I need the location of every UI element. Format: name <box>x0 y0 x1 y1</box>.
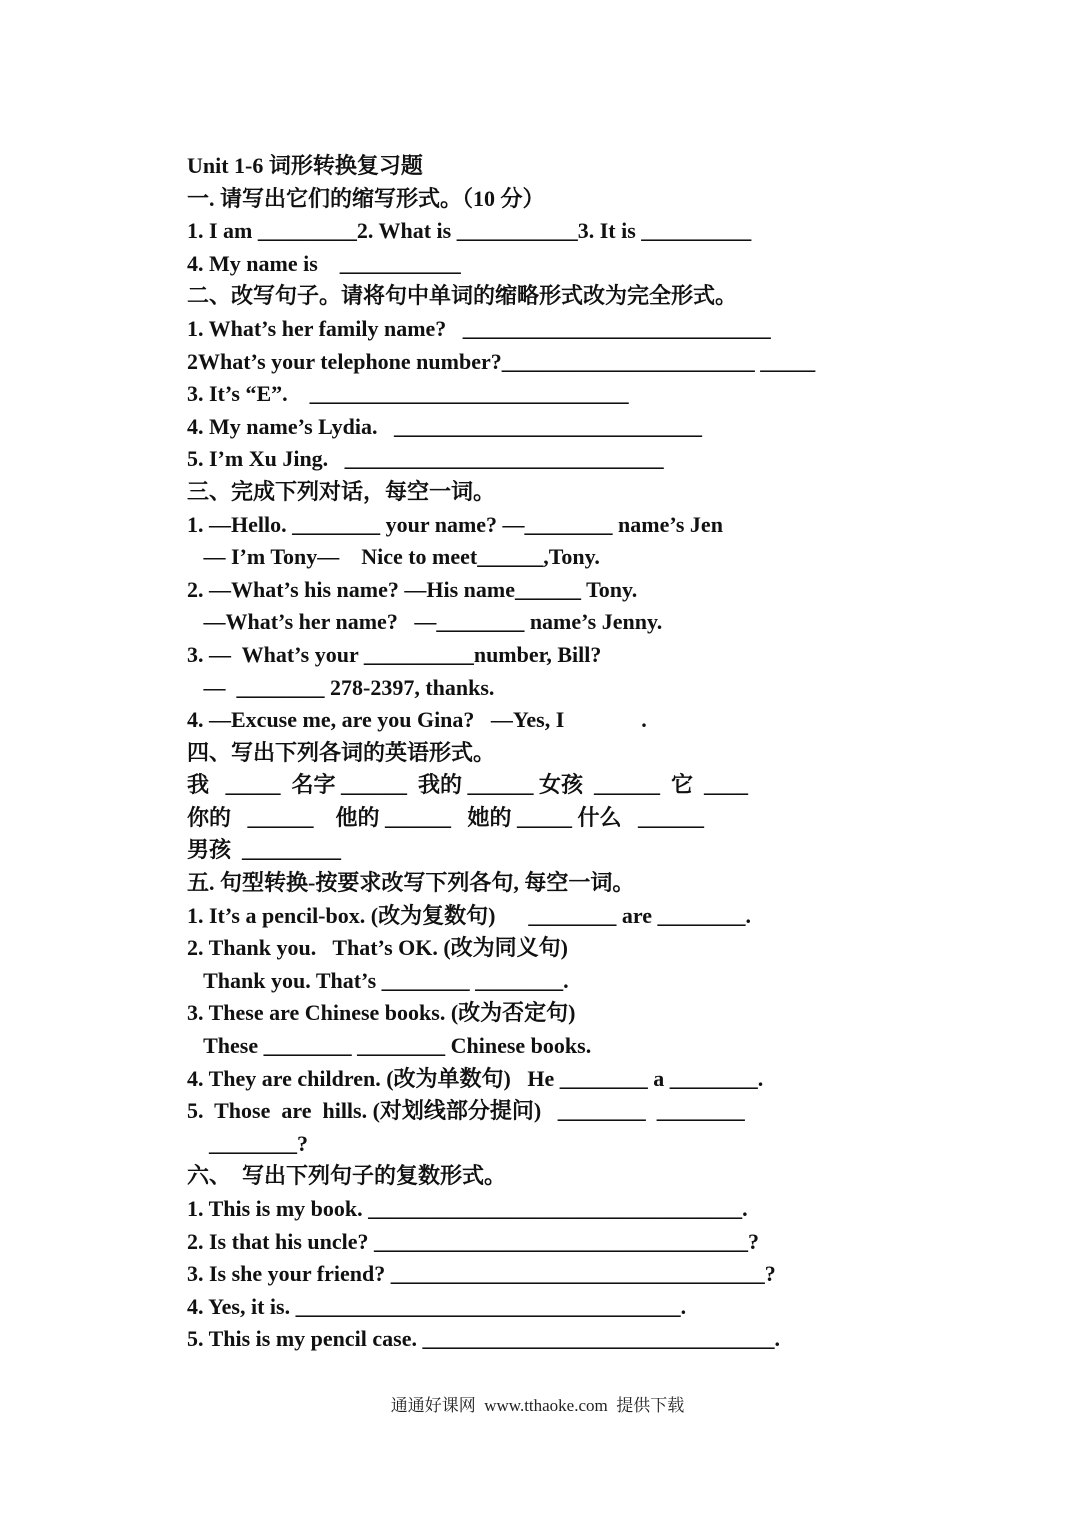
worksheet-line: 4. They are children. (改为单数句) He ________ a ________. <box>187 1065 764 1091</box>
worksheet-line: 3. — What’s your __________number, Bill? <box>187 641 602 667</box>
worksheet-line: 1. I am _________2. What is ___________3. It is __________ <box>187 218 752 244</box>
worksheet-line: 1. This is my book. __________________________________. <box>187 1196 748 1221</box>
worksheet-line: 六、 写出下列句子的复数形式。 <box>187 1163 507 1189</box>
worksheet-line: 1. What’s her family name? ____________________________ <box>187 315 771 341</box>
worksheet-line: ________? <box>187 1130 308 1156</box>
worksheet-line: 5. I’m Xu Jing. _____________________________ <box>187 446 664 472</box>
worksheet-line: 你的 ______ 他的 ______ 她的 _____ 什么 ______ <box>187 804 705 830</box>
worksheet-line: 3. Is she your friend? __________________________________? <box>187 1261 776 1287</box>
worksheet-title: Unit 1-6 词形转换复习题 <box>187 153 423 178</box>
worksheet-line: These ________ ________ Chinese books. <box>187 1033 592 1059</box>
worksheet-line: 5. Those are hills. (对划线部分提问) ________ ________ <box>187 1098 745 1124</box>
worksheet-line: 3. These are Chinese books. (改为否定句) <box>187 1000 576 1026</box>
worksheet-line: 4. My name is ___________ <box>187 250 461 276</box>
worksheet-line: 五. 句型转换-按要求改写下列各句, 每空一词。 <box>187 870 635 896</box>
worksheet-line: 4. My name’s Lydia. ____________________________ <box>187 413 702 439</box>
worksheet-line: 2What’s your telephone number?_______________________ _____ <box>187 348 816 374</box>
worksheet-line: 三、完成下列对话，每空一词。 <box>187 478 496 504</box>
worksheet-line: 男孩 _________ <box>187 837 342 863</box>
worksheet-line: — ________ 278-2397, thanks. <box>187 674 495 700</box>
worksheet-line: 我 _____ 名字 ______ 我的 ______ 女孩 ______ 它 ____ <box>187 772 749 798</box>
worksheet-line: 四、写出下列各词的英语形式。 <box>187 739 496 765</box>
worksheet-line: 4. Yes, it is. ___________________________________. <box>187 1293 687 1319</box>
worksheet-line: 1. —Hello. ________ your name? —________ name’s Jen <box>187 511 723 537</box>
worksheet-line: 一. 请写出它们的缩写形式。（10 分） <box>187 185 545 211</box>
worksheet-line: 2. —What’s his name? —His name______ Tony. <box>187 576 638 602</box>
worksheet-line: 3. It’s “E”. _____________________________ <box>187 381 629 407</box>
worksheet-line: — I’m Tony— Nice to meet______,Tony. <box>187 544 600 570</box>
worksheet-line: —What’s her name? —________ name’s Jenny. <box>187 609 663 635</box>
worksheet-line: 2. Is that his uncle? __________________________________? <box>187 1228 760 1254</box>
worksheet-line: 4. —Excuse me, are you Gina? —Yes, I . <box>187 707 647 733</box>
worksheet-line: Thank you. That’s ________ ________. <box>187 967 569 993</box>
worksheet-line: 5. This is my pencil case. ________________________________. <box>187 1326 781 1352</box>
worksheet <box>187 150 892 1356</box>
worksheet-lines <box>187 183 892 1356</box>
worksheet-line: 二、改写句子。请将句中单词的缩略形式改为完全形式。 <box>187 283 738 309</box>
worksheet-line: 2. Thank you. That’s OK. (改为同义句) <box>187 935 569 961</box>
worksheet-line: 1. It’s a pencil-box. (改为复数句) ________ are ________. <box>187 902 752 928</box>
footer-credit: 通通好课网 www.tthaoke.com 提供下载 <box>390 1396 685 1415</box>
